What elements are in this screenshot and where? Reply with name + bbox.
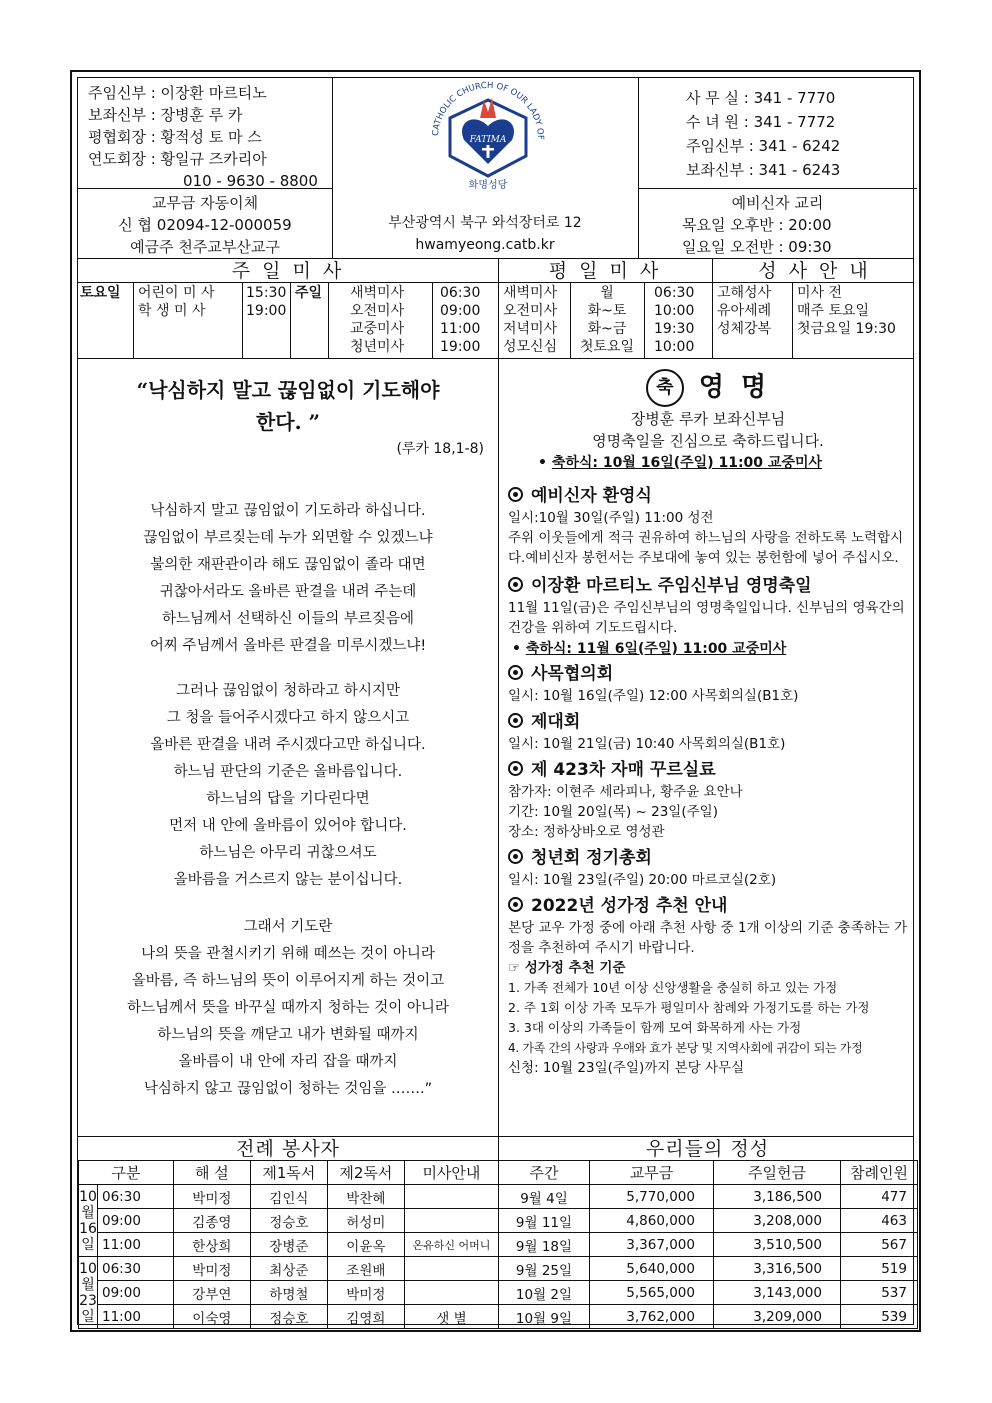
sunday-mass-name-3: 교중미사 — [350, 321, 405, 337]
table-row — [79, 1233, 499, 1257]
servers-header-cell: 해 설 — [173, 1161, 250, 1185]
assistant-phone: 보좌신부 : 341 - 6243 — [686, 161, 841, 179]
weekday-mass-day-4: 첫토요일 — [579, 339, 635, 355]
feast-celebration-text: 축하식: 10월 16일(주일) 11:00 교중미사 — [551, 455, 823, 471]
table-row — [79, 1281, 499, 1305]
offerings-title: 우리들의 정성 — [645, 1138, 770, 1160]
offerings-cell: 3,762,000 — [590, 1305, 714, 1329]
sunday-mass-time-3: 11:00 — [440, 321, 481, 337]
notice-body: 장소: 정하상바오로 영성관 — [508, 824, 665, 840]
weekday-mass-time-2: 10:00 — [654, 303, 695, 319]
servers-cell: 정승호 — [250, 1305, 327, 1329]
weekday-mass-day-1: 월 — [600, 285, 614, 301]
table-row — [499, 1281, 918, 1305]
offering-account: 신 협 02094-12-000059 — [118, 216, 292, 234]
servers-time-cell: 09:00 — [98, 1281, 174, 1305]
sacrament-name-1: 고해성사 — [717, 285, 772, 301]
bullet-circle-icon — [508, 665, 523, 680]
liturgy-servers-table — [78, 1160, 499, 1329]
servers-date-cell: 10월23일 — [79, 1257, 98, 1329]
notice-pastoral-council-title — [508, 662, 908, 686]
table-row — [79, 1305, 499, 1329]
sunday-mass-time-2: 09:00 — [440, 303, 481, 319]
servers-time-cell: 06:30 — [98, 1257, 174, 1281]
assistant-pastor-line: 보좌신부 : 장병훈 루 카 — [88, 106, 243, 124]
notice-body: 참가자: 이현주 세라피나, 황주윤 요안나 — [508, 784, 743, 800]
church-address-box — [332, 212, 638, 256]
bullet-circle-icon — [508, 713, 523, 728]
criteria-item: 4. 가족 간의 사랑과 우애와 효가 본당 및 지역사회에 귀감이 되는 가정 — [508, 1041, 863, 1055]
notice-body: 일시: 10월 21일(금) 10:40 사목회의실(B1호) — [508, 736, 786, 752]
weekday-mass-name-1: 새벽미사 — [503, 285, 558, 301]
sacrament-title: 성 사 안 내 — [758, 260, 871, 282]
office-phone: 사 무 실 : 341 - 7770 — [686, 89, 836, 107]
offerings-week-cell: 10월 9일 — [499, 1305, 590, 1329]
stanza3-line: 그래서 기도란 — [243, 919, 333, 935]
servers-cell: 하명철 — [250, 1281, 327, 1305]
servers-cell: 박찬혜 — [327, 1185, 404, 1209]
table-row — [499, 1305, 918, 1329]
stanza2-line: 그 청을 들어주시겠다고 하지 않으시고 — [166, 710, 410, 726]
feast-line-1: 장병훈 루카 보좌신부님 — [630, 410, 786, 428]
servers-cell — [404, 1257, 498, 1281]
notice-altar-society-title — [508, 710, 908, 734]
offerings-cell: 4,860,000 — [590, 1209, 714, 1233]
meditation-stanza-3 — [78, 914, 498, 1103]
notice-youth-assembly-title — [508, 846, 908, 870]
catechism-box — [638, 192, 917, 258]
notice-title-text: 이장환 마르티노 주임신부님 영명축일 — [531, 576, 812, 596]
notices-column — [508, 366, 908, 1078]
offerings-cell: 5,565,000 — [590, 1281, 714, 1305]
servers-time-cell: 11:00 — [98, 1305, 174, 1329]
feast-heading — [508, 366, 908, 408]
table-row — [79, 1185, 499, 1209]
notice-holy-family-title — [508, 894, 908, 918]
table-row — [499, 1233, 918, 1257]
sunday-mass-time-1: 06:30 — [440, 285, 481, 301]
catechism-line-thursday: 목요일 오후반 : 20:00 — [682, 216, 832, 234]
saturday-mass-list — [138, 284, 215, 320]
stanza1-line: 낙심하지 말고 끊임없이 기도하라 하십니다. — [150, 503, 426, 519]
bullet-circle-icon — [508, 849, 523, 864]
offerings-cell: 519 — [841, 1257, 918, 1281]
servers-cell: 온유하신 어머니 — [404, 1233, 498, 1257]
offerings-cell: 463 — [841, 1209, 918, 1233]
offerings-header-cell: 교무금 — [590, 1161, 714, 1185]
stanza2-line: 하느님의 답을 기다린다면 — [206, 791, 370, 807]
catechism-line-sunday: 일요일 오전반 : 09:30 — [682, 238, 832, 256]
convent-phone: 수 녀 원 : 341 - 7772 — [686, 113, 836, 131]
offerings-table — [498, 1160, 918, 1329]
table-row — [499, 1257, 918, 1281]
stanza1-line: 귀찮아서라도 올바른 판결을 내려 주는데 — [159, 584, 417, 600]
notice-title-text: 사목협의회 — [531, 664, 614, 684]
stanza3-line: 하느님께서 뜻을 바꾸실 때까지 청하는 것이 아니라 — [127, 1000, 449, 1016]
servers-cell: 한상희 — [173, 1233, 250, 1257]
bulletin-inner-frame — [77, 77, 914, 1325]
offerings-cell: 3,209,000 — [714, 1305, 841, 1329]
logo-bottom-text: 화명성당 — [468, 180, 508, 190]
servers-cell: 최상준 — [250, 1257, 327, 1281]
servers-cell: 장병준 — [250, 1233, 327, 1257]
feast-title: 영 명 — [698, 372, 771, 403]
stanza2-line: 하느님은 아무리 귀찮으셔도 — [199, 845, 377, 861]
notice-body: 일시: 10월 16일(주일) 12:00 사목회의실(B1호) — [508, 688, 799, 704]
sunday-mass-title: 주 일 미 사 — [231, 260, 345, 282]
servers-time-cell: 09:00 — [98, 1209, 174, 1233]
stanza3-line: 하느님의 뜻을 깨닫고 내가 변화될 때까지 — [157, 1027, 419, 1043]
logo-arc-text: CATHOLIC CHURCH OF OUR LADY OF — [430, 80, 546, 140]
notice-body: 일시:10월 30일(주일) 11:00 성전 — [508, 510, 714, 526]
offerings-cell: 3,186,500 — [714, 1185, 841, 1209]
notice-title-text: 2022년 성가정 추천 안내 — [531, 896, 728, 916]
meditation-reference: (루카 18,1-8) — [396, 441, 484, 457]
notice-body: 11월 11일(금)은 주임신부님의 영명축일입니다. 신부님의 영육간의 건강을 위하여 기도드립시다. — [508, 600, 905, 636]
servers-header-cell: 제1독서 — [250, 1161, 327, 1185]
weekday-mass-time-3: 19:30 — [654, 321, 695, 337]
sunday-mass-name-1: 새벽미사 — [350, 285, 405, 301]
offerings-header-cell: 주일헌금 — [714, 1161, 841, 1185]
offerings-week-cell: 9월 4일 — [499, 1185, 590, 1209]
offerings-cell: 3,367,000 — [590, 1233, 714, 1257]
sunday-mass-time-4: 19:00 — [440, 339, 481, 355]
meditation-stanza-1 — [78, 498, 498, 660]
memorial-president-line: 연도회장 : 황일규 즈카리아 — [88, 150, 267, 168]
weekday-mass-time-1: 06:30 — [654, 285, 695, 301]
offerings-cell: 5,770,000 — [590, 1185, 714, 1209]
church-logo — [418, 78, 558, 190]
memorial-phone-line: 010 - 9630 - 8800 — [183, 172, 318, 190]
notice-title-text: 제대회 — [531, 712, 581, 732]
stanza1-line: 끊임없이 부르짖는데 누가 외면할 수 있겠느냐 — [143, 530, 433, 546]
pastor-feast-celebration-text: 축하식: 11월 6일(주일) 11:00 교중미사 — [525, 641, 787, 657]
saturday-mass-times — [246, 284, 286, 320]
stanza1-line: 어찌 주님께서 올바른 판결을 미루시겠느냐! — [149, 638, 427, 654]
notice-title-text: 청년회 정기총회 — [531, 848, 652, 868]
stanza2-line: 올바른 판결을 내려 주시겠다고만 하십니다. — [150, 737, 426, 753]
servers-cell: 박미정 — [173, 1257, 250, 1281]
offerings-week-cell: 9월 11일 — [499, 1209, 590, 1233]
servers-cell: 이숙영 — [173, 1305, 250, 1329]
sunday-label: 주일 — [295, 285, 323, 301]
sunday-mass-name-2: 오전미사 — [350, 303, 405, 319]
servers-cell: 조원배 — [327, 1257, 404, 1281]
sacrament-name-3: 성체강복 — [717, 321, 772, 337]
servers-cell: 박미정 — [327, 1281, 404, 1305]
sacrament-time-2: 매주 토요일 — [797, 303, 870, 319]
bullet-circle-icon — [508, 487, 523, 502]
offerings-week-cell: 9월 25일 — [499, 1257, 590, 1281]
servers-cell: 김인식 — [250, 1185, 327, 1209]
servers-cell: 박미정 — [173, 1185, 250, 1209]
meditation-stanza-2 — [78, 678, 498, 894]
church-website[interactable]: hwamyeong.catb.kr — [415, 237, 555, 253]
stanza1-line: 불의한 재판관이라 해도 끊임없이 졸라 대면 — [150, 557, 426, 573]
offerings-header-cell: 주간 — [499, 1161, 590, 1185]
stanza3-line: 나의 뜻을 관철시키기 위해 떼쓰는 것이 아니라 — [141, 946, 435, 962]
saturday-mass-time-2: 19:00 — [246, 303, 287, 319]
servers-cell: 허성미 — [327, 1209, 404, 1233]
notice-cursillo-title — [508, 758, 908, 782]
sunday-mass-list — [350, 284, 404, 356]
feast-badge: 축 — [646, 369, 684, 407]
offerings-week-cell: 10월 2일 — [499, 1281, 590, 1305]
stanza2-line: 그러나 끊임없이 청하라고 하시지만 — [176, 683, 400, 699]
servers-cell: 김영희 — [327, 1305, 404, 1329]
meditation-title-line1: “낙심하지 말고 끊임없이 기도해야 — [136, 378, 440, 402]
offerings-cell: 5,640,000 — [590, 1257, 714, 1281]
servers-header-cell: 미사안내 — [404, 1161, 498, 1185]
notice-body: 주위 이웃들에게 적극 권유하여 하느님의 사랑을 전하도록 노력합시다.예비신자 봉헌서는 주보대에 놓여 있는 봉헌함에 넣어 주십시오. — [508, 530, 904, 566]
weekday-mass-name-3: 저녁미사 — [503, 321, 558, 337]
offerings-header-row — [499, 1161, 918, 1185]
servers-cell: 강부연 — [173, 1281, 250, 1305]
criteria-item: 1. 가족 전체가 10년 이상 신앙생활을 충실히 하고 있는 가정 — [508, 980, 838, 995]
notice-body: 기간: 10월 20일(목) ~ 23일(주일) — [508, 804, 718, 820]
sacrament-times — [797, 284, 896, 338]
saturday-mass-name-2: 학 생 미 사 — [138, 303, 206, 319]
servers-header-cell: 제2독서 — [327, 1161, 404, 1185]
feast-line-2: 영명축일을 진심으로 축하드립니다. — [592, 432, 824, 450]
header-left-info — [88, 82, 318, 192]
meditation-title — [78, 374, 498, 438]
weekday-mass-title: 평 일 미 사 — [548, 260, 662, 282]
weekday-mass-name-2: 오전미사 — [503, 303, 558, 319]
stanza1-line: 하느님께서 선택하신 이들의 부르짖음에 — [162, 611, 414, 627]
weekday-mass-time-4: 10:00 — [654, 339, 695, 355]
offerings-cell: 539 — [841, 1305, 918, 1329]
offering-title: 교무금 자동이체 — [151, 194, 259, 212]
stanza2-line: 먼저 내 안에 올바름이 있어야 합니다. — [169, 818, 407, 834]
catechism-title: 예비신자 교리 — [731, 194, 824, 212]
servers-header-row — [79, 1161, 499, 1185]
table-row — [79, 1257, 499, 1281]
church-address: 부산광역시 북구 와석장터로 12 — [388, 215, 582, 231]
stanza3-line: 올바름, 즉 하느님의 뜻이 이루어지게 하는 것이고 — [131, 973, 445, 989]
stanza3-line: 낙심하지 않고 끊임없이 청하는 것임을 …….” — [143, 1081, 433, 1097]
header-right-phones — [686, 86, 840, 182]
sacrament-names — [717, 284, 771, 338]
bullet-circle-icon — [508, 577, 523, 592]
weekday-mass-day-3: 화~금 — [587, 321, 627, 337]
saturday-mass-time-1: 15:30 — [246, 285, 287, 301]
offerings-cell: 3,208,000 — [714, 1209, 841, 1233]
sunday-mass-times — [440, 284, 480, 356]
stanza2-line: 하느님 판단의 기준은 올바름입니다. — [173, 764, 403, 780]
servers-cell — [404, 1185, 498, 1209]
criteria-item: 3. 3대 이상의 가족들이 함께 모여 화목하게 사는 가정 — [508, 1020, 802, 1035]
logo-center-text: FATIMA — [469, 135, 507, 145]
servers-cell: 정승호 — [250, 1209, 327, 1233]
table-row — [79, 1209, 499, 1233]
stanza3-line: 올바름이 내 안에 자리 잡을 때까지 — [178, 1054, 398, 1070]
sacrament-name-2: 유아세례 — [717, 303, 772, 319]
offering-transfer-box — [78, 192, 332, 258]
servers-cell — [404, 1281, 498, 1305]
sacrament-time-3: 첫금요일 19:30 — [797, 321, 896, 337]
weekday-mass-name-4: 성모신심 — [503, 339, 558, 355]
servers-time-cell: 06:30 — [98, 1185, 174, 1209]
notice-body: 본당 교우 가정 중에 아래 추천 사항 중 1개 이상의 기준 충족하는 가정을 추천하여 주시기 바랍니다. — [508, 920, 908, 956]
offerings-cell: 537 — [841, 1281, 918, 1305]
criteria-item: 2. 주 1회 이상 가족 모두가 평일미사 참례와 가정기도를 하는 가정 — [508, 1000, 870, 1015]
pastor-line: 주임신부 : 이장환 마르티노 — [88, 84, 267, 102]
feast-celebration: • 축하식: 10월 16일(주일) 11:00 교중미사 — [538, 455, 823, 471]
notice-catechumen-welcome-title — [508, 484, 908, 508]
notice-title-text: 제 423차 자매 꾸르실료 — [531, 760, 716, 780]
saturday-label: 토요일 — [80, 285, 121, 301]
sacrament-time-1: 미사 전 — [797, 285, 843, 301]
offerings-week-cell: 9월 18일 — [499, 1233, 590, 1257]
servers-cell: 김종영 — [173, 1209, 250, 1233]
weekday-mass-days — [570, 284, 644, 356]
bullet-circle-icon — [508, 897, 523, 912]
stanza2-line: 올바름을 거스르지 않는 분이십니다. — [173, 872, 403, 888]
servers-title: 전례 봉사자 — [236, 1138, 340, 1160]
servers-cell: 샛 별 — [404, 1305, 498, 1329]
meditation-title-line2: 한다. ” — [255, 410, 321, 434]
weekday-mass-names — [503, 284, 557, 356]
saturday-mass-name-1: 어린이 미 사 — [138, 285, 215, 301]
notice-pastor-feast-title — [508, 574, 908, 598]
offerings-cell: 3,143,000 — [714, 1281, 841, 1305]
meditation-column — [78, 374, 498, 1103]
servers-header-cell: 구분 — [79, 1161, 174, 1185]
pastor-phone: 주임신부 : 341 - 6242 — [686, 137, 841, 155]
church-logo-emblem — [418, 78, 558, 190]
servers-cell — [404, 1209, 498, 1233]
servers-cell: 이윤옥 — [327, 1233, 404, 1257]
offerings-header-cell: 참례인원 — [841, 1161, 918, 1185]
offerings-cell: 3,510,500 — [714, 1233, 841, 1257]
offerings-cell: 477 — [841, 1185, 918, 1209]
bulletin-page — [70, 70, 921, 1332]
criteria-title: ☞ 성가정 추천 기준 — [508, 960, 626, 976]
offerings-cell: 567 — [841, 1233, 918, 1257]
offerings-cell: 3,316,500 — [714, 1257, 841, 1281]
pastor-feast-celebration: • 축하식: 11월 6일(주일) 11:00 교중미사 — [512, 641, 787, 657]
notice-body: 일시: 10월 23일(주일) 20:00 마르코실(2호) — [508, 872, 777, 888]
bullet-circle-icon — [508, 761, 523, 776]
notice-title-text: 예비신자 환영식 — [531, 486, 652, 506]
servers-date-cell: 10월16일 — [79, 1185, 98, 1257]
offering-holder: 예금주 천주교부산교구 — [130, 238, 280, 256]
weekday-mass-times — [654, 284, 694, 356]
sunday-mass-name-4: 청년미사 — [350, 339, 405, 355]
servers-time-cell: 11:00 — [98, 1233, 174, 1257]
table-row — [499, 1185, 918, 1209]
table-row — [499, 1209, 918, 1233]
criteria-deadline: 신청: 10월 23일(주일)까지 본당 사무실 — [508, 1060, 745, 1076]
weekday-mass-day-2: 화~토 — [587, 303, 627, 319]
council-president-line: 평협회장 : 황적성 토 마 스 — [88, 128, 262, 146]
